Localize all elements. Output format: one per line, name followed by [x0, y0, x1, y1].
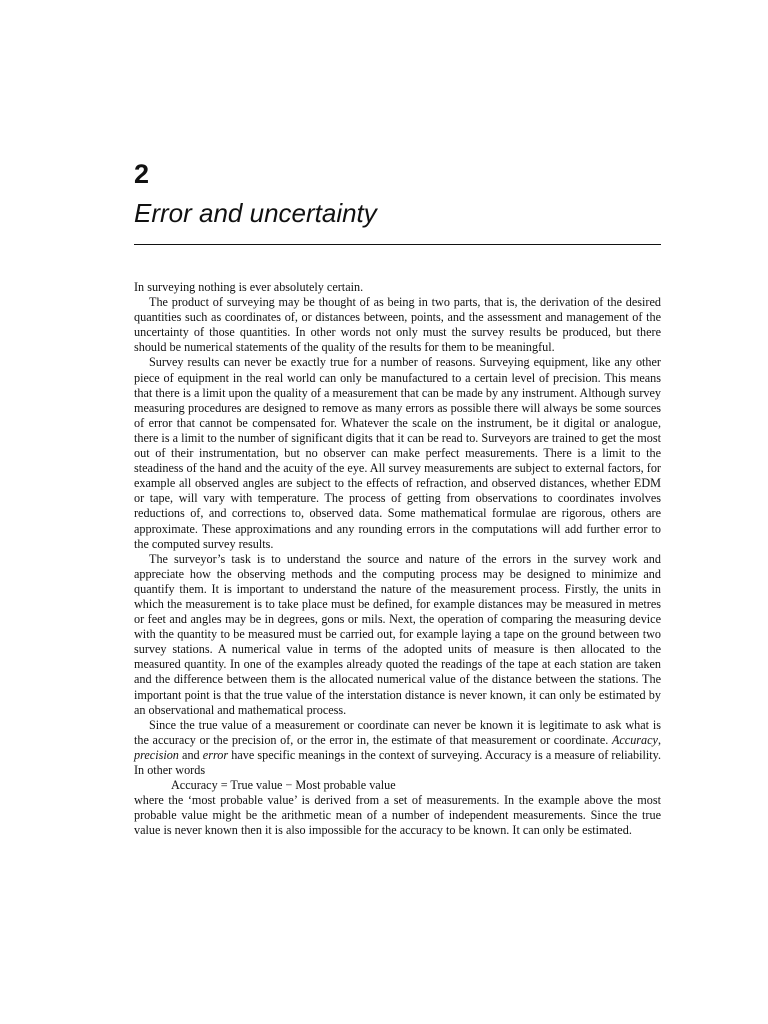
paragraph-product: The product of surveying may be thought of as being in two parts, that is, the derivation of the desired quantities such as coordinates of, or distances between, points, and the assessment and management of the uncertainty of those quantities. In other words not only must the survey results be produced, but there should be numerical statements of the quality of the results for them to be meaningful. [134, 295, 661, 355]
accuracy-text-end: have specific meanings in the context of surveying. Accuracy is a measure of reliability. In other words [134, 747, 662, 777]
paragraph-survey-results: Survey results can never be exactly true for a number of reasons. Surveying equipment, like any other piece of equipment in the real world can only be manufactured to a certain level of precision. This means that there is a limit upon the quality of a measurement that can be made by any instrument. Although survey measuring procedures are designed to remove as many errors as possible there will always be some sources of error that cannot be compensated for. Whatever the scale on the instrument, be it digital or analogue, there is a limit to the number of significant digits that it can be read to. Surveyors are trained to get the most out of their instrumentation, but no observer can make perfect measurements. There is a limit to the steadiness of the hand and the acuity of the eye. All survey measurements are subject to external factors, for example all observed angles are subject to the effects of refraction, and observed distances, whether EDM or tape, will vary with temperature. The process of getting from observations to coordinates involves reductions of, and corrections to, observed data. Some mathematical formulae are rigorous, others are approximate. These approximations and any rounding errors in the computations will add further error to the computed survey results. [134, 355, 661, 551]
title-divider [134, 244, 661, 245]
accuracy-equation: Accuracy = True value − Most probable value [171, 778, 396, 793]
term-accuracy: Accuracy [611, 732, 658, 747]
accuracy-text-start: Since the true value of a measurement or coordinate can never be known it is legitimate to ask what is the accuracy or the precision of, or the error in, the estimate of that measurement or coordinate. [134, 717, 661, 747]
term-precision: precision [134, 747, 179, 762]
paragraph-most-probable-value: where the ‘most probable value’ is derived from a set of measurements. In the example above the most probable value might be the arithmetic mean of a number of independent measurements. Since the true value is never known then it is also impossible for the accuracy to be known. It can only be estimated. [134, 793, 661, 838]
paragraph-intro: In surveying nothing is ever absolutely certain. [134, 280, 364, 294]
term-and: and [182, 747, 200, 762]
paragraph-surveyors-task: The surveyor’s task is to understand the source and nature of the errors in the survey work and appreciate how the observing methods and the computing process may be designed to minimize and quantify them. It is important to understand the nature of the measurement process. Firstly, the units in which the measurement is to take place must be defined, for example distances may be measured in metres or feet and angles may be in degrees, gons or mils. Next, the operation of comparing the measuring device with the quantity to be measured must be carried out, for example laying a tape on the ground between two survey stations. A numerical value in terms of the adopted units of measure is then allocated to the measured quantity. In one of the examples already quoted the readings of the tape at each station are taken and the difference between them is the allocated numerical value of the distance between the stations. The important point is that the true value of the interstation distance is never known, it can only be estimated by an observational and mathematical process. [134, 551, 661, 717]
chapter-title: Error and uncertainty [134, 198, 377, 228]
paragraph-accuracy-definition [134, 718, 661, 778]
chapter-number: 2 [134, 159, 150, 189]
term-error: error [202, 747, 229, 762]
body-text [134, 280, 661, 838]
term-separator: , [657, 732, 662, 747]
